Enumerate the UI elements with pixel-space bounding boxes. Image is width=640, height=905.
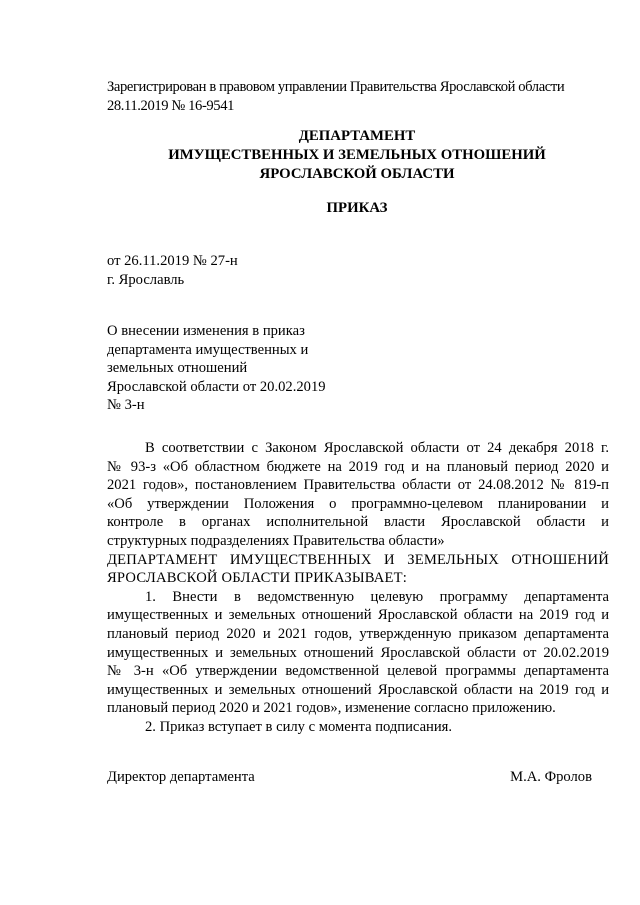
body-line-item-1: 1. Внести в ведомственную целевую программу департамента bbox=[145, 588, 609, 605]
order-date-number: от 26.11.2019 № 27-н bbox=[107, 253, 238, 269]
subject-line: департамента имущественных и bbox=[107, 341, 309, 358]
subject-line: № 3-н bbox=[107, 397, 145, 414]
body-line: структурных подразделениях Правительства области» bbox=[107, 532, 445, 549]
body-line-decree-caps: ЯРОСЛАВСКОЙ ОБЛАСТИ ПРИКАЗЫВАЕТ: bbox=[107, 570, 407, 587]
order-subject bbox=[107, 322, 347, 415]
subject-line: Ярославской области от 20.02.2019 bbox=[107, 378, 326, 395]
registration-line-2: 28.11.2019 № 16-9541 bbox=[107, 97, 234, 114]
department-title-line-2: ИМУЩЕСТВЕННЫХ И ЗЕМЕЛЬНЫХ ОТНОШЕНИЙ bbox=[168, 146, 546, 163]
department-title-line-1: ДЕПАРТАМЕНТ bbox=[298, 128, 416, 144]
signature-block bbox=[107, 768, 592, 787]
signatory-position: Директор департамента bbox=[107, 769, 255, 785]
signatory-name: М.А. Фролов bbox=[510, 769, 592, 785]
body-line: имущественных и земельных отношений Ярославской области на 2019 год и bbox=[107, 681, 609, 698]
department-title-line-3: ЯРОСЛАВСКОЙ ОБЛАСТИ bbox=[259, 165, 455, 182]
body-line: имущественных и земельных отношений Ярославской области от 20.02.2019 bbox=[107, 644, 609, 661]
body-line: № 93-з «Об областном бюджете на 2019 год и на плановый период 2020 и bbox=[107, 458, 609, 475]
department-title bbox=[92, 127, 622, 183]
body-line-decree-caps: ДЕПАРТАМЕНТ ИМУЩЕСТВЕННЫХ И ЗЕМЕЛЬНЫХ ОТНОШЕНИЙ bbox=[107, 551, 609, 568]
body-line: № 3-н «Об утверждении ведомственной целевой программы департамента bbox=[107, 663, 609, 680]
body-line: плановый период 2020 и 2021 годов», изменение согласно приложению. bbox=[107, 700, 556, 717]
body-line: контроле в органах исполнительной власти Ярославской области и bbox=[107, 514, 609, 531]
subject-line: земельных отношений bbox=[107, 360, 248, 377]
subject-line: О внесении изменения в приказ bbox=[107, 323, 305, 339]
order-info bbox=[107, 252, 238, 289]
document-type: ПРИКАЗ bbox=[326, 200, 388, 216]
body-line-item-2: 2. Приказ вступает в силу с момента подписания. bbox=[145, 718, 453, 735]
registration-line-1: Зарегистрирован в правовом управлении Правительства Ярославской области bbox=[107, 79, 565, 95]
order-city: г. Ярославль bbox=[107, 271, 185, 288]
body-line: «Об утверждении Положения о программно-целевом планировании и bbox=[107, 495, 609, 512]
body-line: плановый период 2020 и 2021 годов, утвержденную приказом департамента bbox=[107, 625, 609, 642]
body-line: имущественных и земельных отношений Ярославской области на 2019 год и bbox=[107, 607, 609, 624]
registration-stamp bbox=[107, 78, 612, 115]
body-line: 2021 годов», постановлением Правительства области от 24.08.2012 № 819-п bbox=[107, 477, 609, 494]
order-body bbox=[107, 439, 609, 737]
body-line: В соответствии с Законом Ярославской области от 24 декабря 2018 г. bbox=[145, 440, 609, 456]
